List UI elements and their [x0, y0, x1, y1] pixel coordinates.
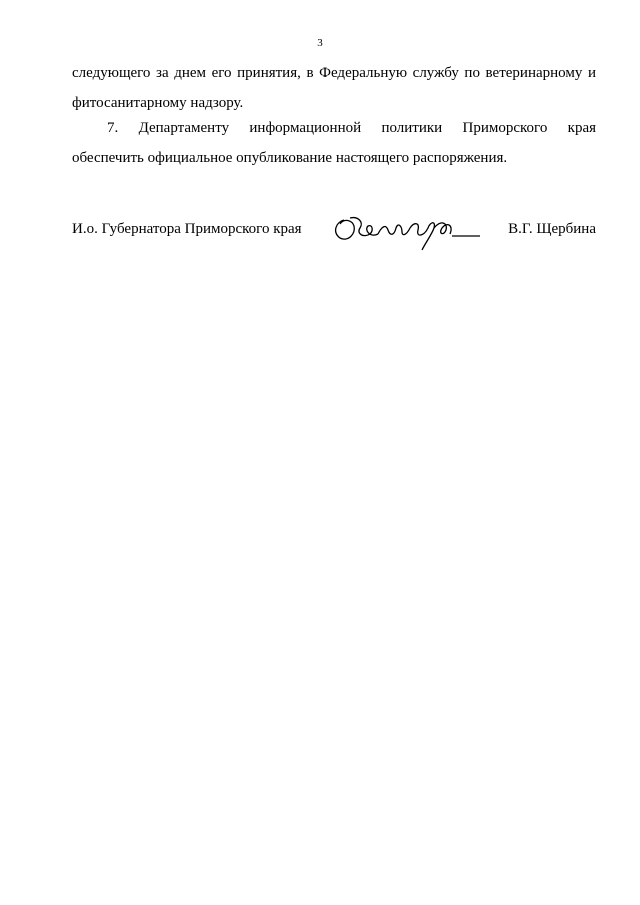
- signature-block: [72, 212, 596, 252]
- signatory-position: И.о. Губернатора Приморского края: [72, 221, 302, 237]
- signatory-name: В.Г. Щербина: [508, 221, 596, 237]
- paragraph-continued: [72, 58, 596, 118]
- paragraph-line: 7. Департаменту информационной политики Приморского края: [107, 120, 596, 136]
- paragraph-line: обеспечить официальное опубликование настоящего распоряжения.: [72, 150, 508, 166]
- paragraph-line: следующего за днем его принятия, в Федеральную службу по ветеринарному и: [72, 65, 596, 81]
- handwritten-signature: [330, 212, 486, 252]
- paragraph-line: фитосанитарному надзору.: [72, 95, 244, 111]
- page-number: 3: [317, 37, 323, 49]
- paragraph-item-7: [72, 113, 596, 173]
